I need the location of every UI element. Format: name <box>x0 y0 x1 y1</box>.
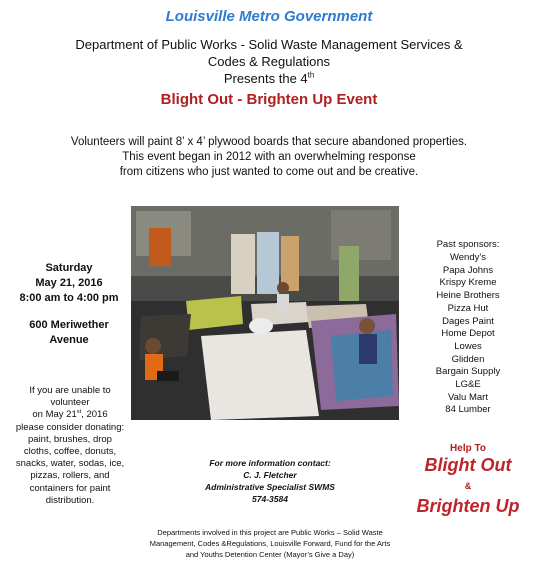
contact-info <box>160 457 380 505</box>
contact-role: Administrative Specialist SWMS <box>205 482 335 492</box>
intro-paragraph <box>0 135 538 180</box>
footer-line-2: Management, Codes &Regulations, Louisville Forward, Fund for the Arts <box>149 539 391 548</box>
sponsor-item: LG&E <box>455 379 481 391</box>
sponsors-list <box>408 252 528 417</box>
event-date: May 21, 2016 <box>35 277 103 289</box>
department-heading <box>0 36 538 87</box>
presents-line <box>0 70 538 87</box>
donate-line: containers for paint <box>29 482 111 494</box>
donate-line <box>8 409 132 421</box>
callout-help: Help To <box>450 443 486 454</box>
callout-ampersand: & <box>464 481 472 491</box>
donate-line: snacks, water, sodas, ice, <box>15 458 125 470</box>
donate-line: cloths, coffee, donuts, <box>23 446 117 458</box>
sponsor-item: Dages Paint <box>442 315 494 327</box>
sponsor-item: Glidden <box>451 353 485 365</box>
donate-date-year: , 2016 <box>81 409 108 421</box>
sponsor-item: Home Depot <box>441 328 495 340</box>
event-day: Saturday <box>45 262 93 274</box>
intro-line-1: Volunteers will paint 8’ x 4’ plywood boards that secure abandoned properties. <box>70 136 468 148</box>
contact-name: C. J. Fletcher <box>243 470 297 480</box>
event-date-block <box>14 261 124 306</box>
sponsor-item: Valu Mart <box>448 391 488 403</box>
donate-line: pizzas, rollers, and <box>30 470 110 482</box>
footer-line-1: Departments involved in this project are Public Works – Solid Waste <box>157 528 383 537</box>
callout-blight-out: Blight Out <box>424 455 512 475</box>
event-title: Blight Out - Brighten Up Event <box>160 91 378 108</box>
sponsor-item: Papa Johns <box>442 264 494 276</box>
event-address <box>14 318 124 348</box>
sponsor-item: 84 Lumber <box>445 404 491 416</box>
donate-line: distribution. <box>45 494 95 506</box>
callout-brighten-up: Brighten Up <box>416 496 520 516</box>
painting-volunteers-illustration <box>131 206 399 420</box>
donation-request <box>8 385 132 507</box>
department-line-2: Codes & Regulations <box>207 54 331 69</box>
presents-text: Presents the 4 <box>223 71 308 86</box>
event-time: 8:00 am to 4:00 pm <box>19 292 119 304</box>
donate-line: please consider donating: <box>15 421 125 433</box>
event-address-line-1: 600 Meriwether <box>29 319 109 331</box>
footer-note <box>110 527 430 560</box>
donate-line: paint, brushes, drop <box>28 433 112 445</box>
sponsor-item: Wendy’s <box>449 252 487 263</box>
donate-date-ordinal: st <box>76 409 82 416</box>
sponsors-title: Past sponsors: <box>436 239 500 250</box>
donate-line: If you are unable to <box>29 385 111 396</box>
sponsor-item: Lowes <box>454 340 482 352</box>
footer-line-3: and Youths Detention Center (Mayor’s Give a Day) <box>185 550 355 559</box>
sponsor-item: Pizza Hut <box>447 302 489 314</box>
department-line-1: Department of Public Works - Solid Waste Management Services & <box>75 37 463 52</box>
donate-date-text: on May 21 <box>32 409 77 421</box>
donate-line: volunteer <box>50 397 90 409</box>
sponsor-item: Bargain Supply <box>435 366 501 378</box>
intro-line-2: This event began in 2012 with an overwhelming response <box>122 151 416 163</box>
intro-line-3: from citizens who just wanted to come out and be creative. <box>119 166 419 178</box>
event-address-line-2: Avenue <box>49 334 89 346</box>
event-photo <box>131 206 399 420</box>
contact-phone: 574-3584 <box>252 494 288 504</box>
sponsor-item: Krispy Kreme <box>439 277 497 289</box>
contact-intro: For more information contact: <box>209 458 331 468</box>
organization-title: Louisville Metro Government <box>165 8 373 25</box>
presents-ordinal: th <box>307 70 315 80</box>
sponsor-item: Heine Brothers <box>436 290 500 302</box>
